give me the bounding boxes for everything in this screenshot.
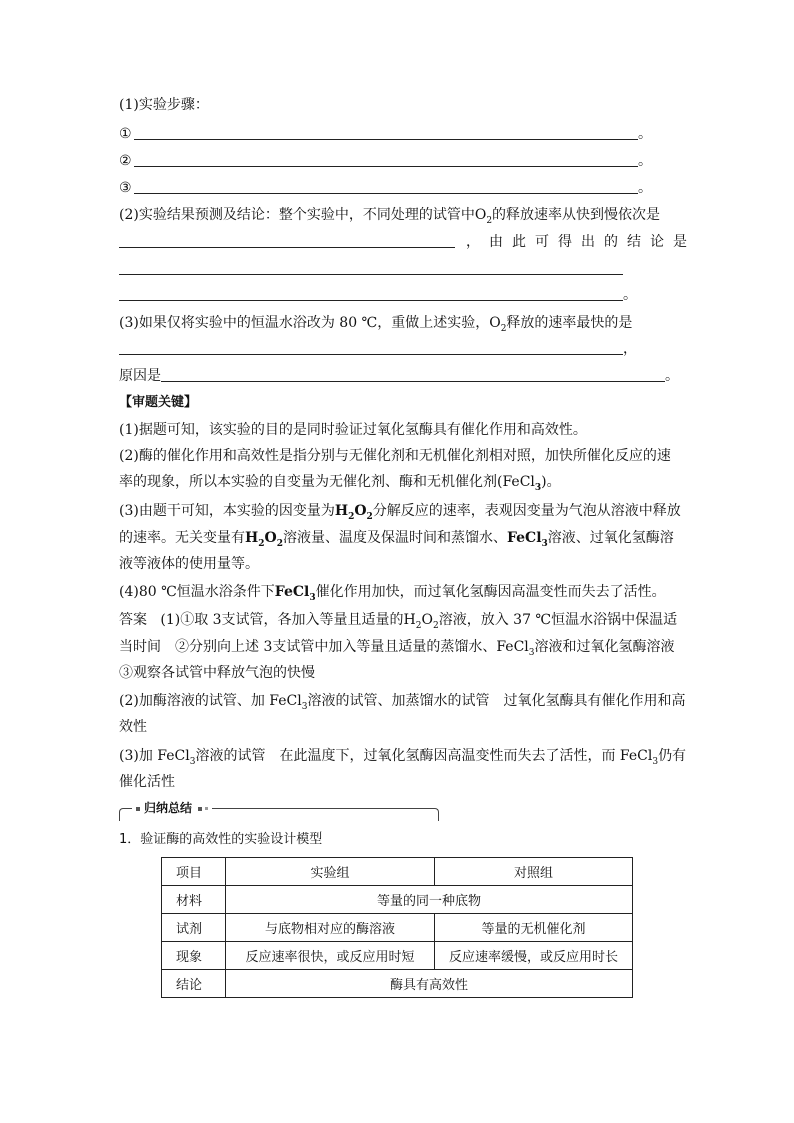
q2-blank-1[interactable] <box>119 247 455 248</box>
answer-p3-a: (3)加 FeCl$_3$溶液的试管 在此温度下，过氧化氢酶因高温变性而失去了活性，而 FeCl$_3$仍有 <box>119 748 687 767</box>
q2-blank-2[interactable] <box>119 274 623 275</box>
q2-end: 。 <box>623 287 637 303</box>
summary-tag: 归纳总结 <box>132 799 212 817</box>
table-header-row <box>162 858 633 886</box>
answer-label: 答案 <box>119 612 147 628</box>
key-title: 【审题关键】 <box>119 395 198 410</box>
key-p3-c: 液等液体的使用量等。 <box>119 556 259 572</box>
step-1-mark: ① <box>119 126 132 142</box>
step-3-blank[interactable] <box>134 193 638 194</box>
answer-p1-a: 答案 (1)①取 3支试管，各加入等量且适量的$H_2O_2$溶液，放入 37 ℃恒温水浴锅中保温适 <box>119 612 678 631</box>
tag-marker-left <box>136 807 140 811</box>
table-row-label: 材料 <box>162 886 226 914</box>
key-p2-b: 率的现象，所以本实验的自变量为无催化剂、酶和无机催化剂(FeCl$_3$)。 <box>119 474 561 493</box>
q2-blank-3[interactable] <box>119 300 623 301</box>
table-cell: 等量的无机催化剂 <box>435 914 633 942</box>
tag-marker-right-2 <box>205 807 208 810</box>
table-row-label: 试剂 <box>162 914 226 942</box>
key-p3-a: (3)由题干可知，本实验的因变量为$H_2O_2$分解反应的速率，表观因变量为气泡从溶液中释放 <box>119 503 681 522</box>
q3-blank-2[interactable] <box>161 381 665 382</box>
table-row <box>162 970 633 998</box>
table-cell: 反应速率缓慢，或反应用时长 <box>435 942 633 970</box>
step-2-end: 。 <box>638 153 652 169</box>
q3-reason-label: 原因是 <box>119 368 161 384</box>
step-3-mark: ③ <box>119 180 132 196</box>
answer-p1-b: 当时间 ②分别向上述 3支试管中加入等量且适量的蒸馏水、FeCl$_3$溶液和过氧化氢酶溶液 <box>119 639 675 658</box>
table-header-cell: 对照组 <box>435 858 633 886</box>
table-row <box>162 914 633 942</box>
table-cell: 反应速率很快，或反应用时短 <box>226 942 435 970</box>
steps-title: (1)实验步骤： <box>119 97 209 113</box>
key-p2-a: (2)酶的催化作用和高效性是指分别与无催化剂和无机催化剂相对照，加快所催化反应的速 <box>119 448 671 464</box>
q2-line-1: (2)实验结果预测及结论：整个实验中，不同处理的试管中$O_2$的释放速率从快到慢依次是 <box>119 207 661 226</box>
q3-blank-1[interactable] <box>119 354 623 355</box>
step-3-end: 。 <box>638 180 652 196</box>
answer-p1-c: ③观察各试管中释放气泡的快慢 <box>119 665 315 681</box>
q3-line-1: (3)如果仅将实验中的恒温水浴改为 80 ℃，重做上述实验，$O_2$释放的速率最快的是 <box>119 315 633 334</box>
table-cell: 酶具有高效性 <box>226 970 633 998</box>
table-header-cell: 实验组 <box>226 858 435 886</box>
efficiency-table <box>161 857 633 998</box>
step-2-blank[interactable] <box>134 166 638 167</box>
table-row-label: 结论 <box>162 970 226 998</box>
step-2-mark: ② <box>119 153 132 169</box>
summary-heading: 1．验证酶的高效性的实验设计模型 <box>119 832 323 847</box>
key-p1: (1)据题可知，该实验的目的是同时验证过氧化氢酶具有催化作用和高效性。 <box>119 422 587 438</box>
table-header-cell: 项目 <box>162 858 226 886</box>
answer-p2-b: 效性 <box>119 719 147 735</box>
q3-comma: ， <box>623 341 637 357</box>
step-1-blank[interactable] <box>134 139 638 140</box>
step-1-end: 。 <box>638 126 652 142</box>
answer-p2-a: (2)加酶溶液的试管、加 FeCl$_3$溶液的试管、加蒸馏水的试管 过氧化氢酶具有催化作用和高 <box>119 693 686 712</box>
q3-end: 。 <box>665 368 679 384</box>
key-p3-b: 的速率。无关变量有$H_2O_2$溶液量、温度及保温时间和蒸馏水、FeCl$_3$溶液、过氧化氢酶溶 <box>119 530 674 549</box>
tag-marker-right <box>198 807 202 811</box>
q2-line-2: ，由此可得出的结论是 <box>466 234 696 250</box>
table-row <box>162 942 633 970</box>
key-p4: (4)80 ℃恒温水浴条件下FeCl$_3$催化作用加快，而过氧化氢酶因高温变性而失去了活性。 <box>119 584 666 603</box>
table-row <box>162 886 633 914</box>
answer-p3-b: 催化活性 <box>119 774 175 790</box>
table-row-label: 现象 <box>162 942 226 970</box>
table-cell: 与底物相对应的酶溶液 <box>226 914 435 942</box>
table-cell: 等量的同一种底物 <box>226 886 633 914</box>
